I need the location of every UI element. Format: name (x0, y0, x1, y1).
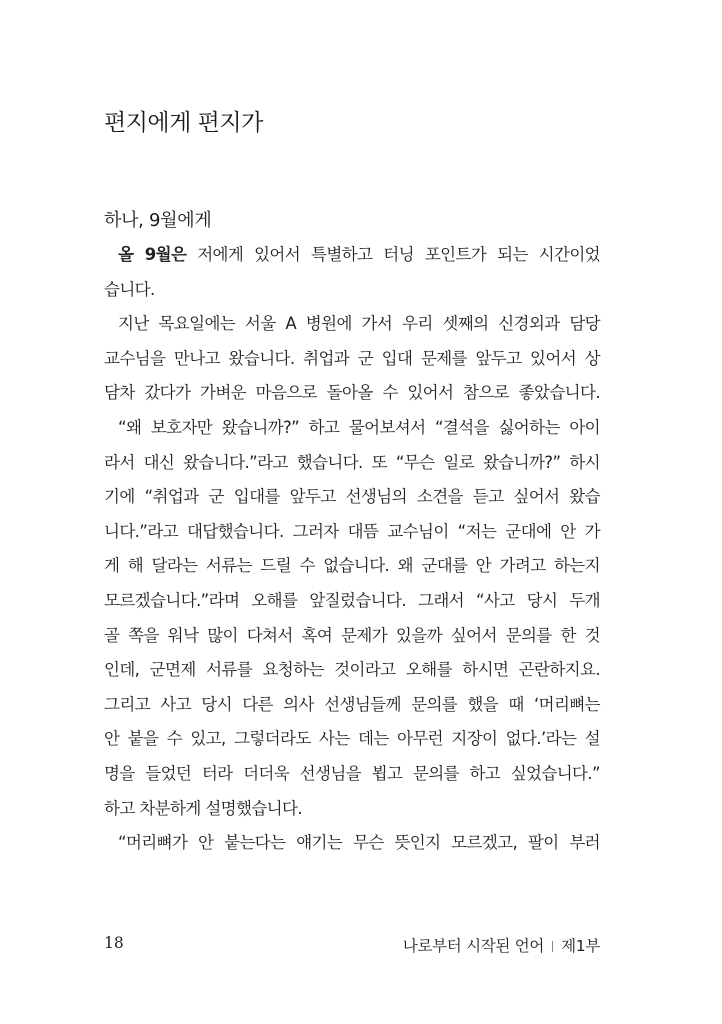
body-line: 안 붙을 수 있고, 그렇더라도 사는 데는 아무런 지장이 없다.’라는 설 (104, 729, 600, 749)
page-footer (104, 934, 600, 958)
body-line: “머리뼈가 안 붙는다는 얘기는 무슨 뜻인지 모르겠고, 팔이 부러 (118, 833, 600, 853)
body-line: 명을 들었던 터라 더더욱 선생님을 뵙고 문의를 하고 싶었습니다.” (104, 763, 600, 783)
body-line: 교수님을 만나고 왔습니다. 취업과 군 입대 문제를 앞두고 있어서 상 (104, 348, 600, 368)
body-line (104, 238, 600, 273)
body-line: 그리고 사고 당시 다른 의사 선생님들께 문의를 했을 때 ‘머리뼈는 (104, 694, 600, 714)
body-line: 인데, 군면제 서류를 요청하는 것이라고 오해를 하시면 곤란하지요. (104, 660, 600, 680)
body-line: 모르겠습니다.”라며 오해를 앞질렀습니다. 그래서 “사고 당시 두개 (104, 590, 600, 610)
body-line: 골 쪽을 워낙 많이 다쳐서 혹여 문제가 있을까 싶어서 문의를 한 것 (104, 625, 600, 645)
body-line: 기에 “취업과 군 입대를 앞두고 선생님의 소견을 듣고 싶어서 왔습 (104, 487, 600, 507)
body-line: 하고 차분하게 설명했습니다. (104, 798, 303, 818)
body-line: 게 해 달라는 서류는 드릴 수 없습니다. 왜 군대를 안 가려고 하는지 (104, 556, 600, 576)
body-line: 담차 갔다가 가벼운 마음으로 돌아올 수 있어서 참으로 좋았습니다. (104, 383, 600, 403)
body-line-text: 저에게 있어서 특별하고 터닝 포인트가 되는 시간이었 (186, 245, 600, 264)
body-line: 라서 대신 왔습니다.”라고 했습니다. 또 “무슨 일로 왔습니까?” 하시 (104, 452, 600, 472)
part-label: 제1부 (561, 937, 600, 955)
book-title: 나로부터 시작된 언어 (402, 937, 545, 955)
body-line: 지난 목요일에는 서울 A 병원에 가서 우리 셋째의 신경외과 담당 (118, 314, 600, 334)
section-heading: 하나, 9월에게 (104, 210, 212, 231)
body-line: 니다.”라고 대답했습니다. 그러자 대뜸 교수님이 “저는 군대에 안 가 (104, 521, 600, 541)
running-head (403, 934, 600, 956)
body-line: “왜 보호자만 왔습니까?” 하고 물어보셔서 “결석을 싫어하는 아이 (118, 417, 600, 437)
footer-divider (552, 941, 553, 952)
page-number: 18 (104, 934, 124, 952)
body-text (104, 238, 600, 861)
body-line: 습니다. (104, 279, 155, 299)
paragraph-lead: 올 9월은 (118, 245, 187, 264)
chapter-title: 편지에게 편지가 (104, 110, 263, 136)
